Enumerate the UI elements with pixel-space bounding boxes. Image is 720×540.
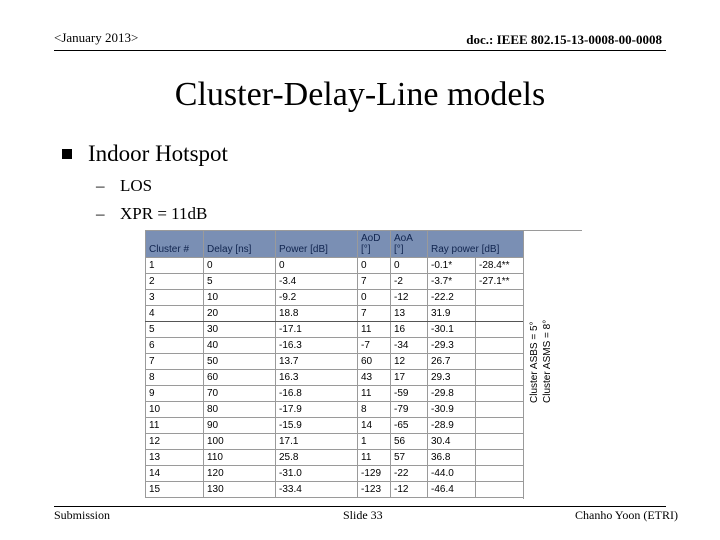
header-power: Power [dB]: [276, 231, 358, 258]
table-cell: [476, 370, 524, 386]
table-cell: 12: [146, 434, 204, 450]
table-row: [146, 402, 524, 418]
table-cell: 8: [146, 370, 204, 386]
table-cell: [476, 306, 524, 322]
table-cell: [476, 338, 524, 354]
table-cell: [476, 482, 524, 498]
table-cell: 60: [204, 370, 276, 386]
table-cell: 1: [358, 434, 391, 450]
table-cell: -123: [358, 482, 391, 498]
header-doc-id: doc.: IEEE 802.15-13-0008-00-0008: [466, 32, 662, 47]
table-cell: 16.3: [276, 370, 358, 386]
table-header-row: [146, 231, 524, 258]
table-cell: 11: [146, 418, 204, 434]
table-cell: 5: [204, 274, 276, 290]
table-cell: -46.4: [428, 482, 476, 498]
table-row: [146, 338, 524, 354]
table-cell: 11: [358, 322, 391, 338]
table-cell: 4: [146, 306, 204, 322]
cdl-table: [145, 230, 524, 498]
table-cell: 100: [204, 434, 276, 450]
table-cell: [476, 466, 524, 482]
table-cell: -31.0: [276, 466, 358, 482]
table-cell: 50: [204, 354, 276, 370]
table-cell: 11: [358, 450, 391, 466]
square-bullet-icon: [62, 149, 72, 159]
table-cell: 7: [146, 354, 204, 370]
table-cell: -28.4**: [476, 258, 524, 274]
cdl-table-image: [145, 230, 581, 498]
table-cell: 25.8: [276, 450, 358, 466]
table-cell: 13: [146, 450, 204, 466]
table-cell: [476, 354, 524, 370]
table-cell: 0: [391, 258, 428, 274]
table-cell: 17.1: [276, 434, 358, 450]
table-cell: 13.7: [276, 354, 358, 370]
table-cell: 10: [146, 402, 204, 418]
table-cell: 20: [204, 306, 276, 322]
table-row: [146, 354, 524, 370]
table-cell: -16.3: [276, 338, 358, 354]
table-cell: -3.7*: [428, 274, 476, 290]
table-cell: [476, 322, 524, 338]
footer-submission: Submission: [54, 508, 111, 522]
table-row: [146, 450, 524, 466]
table-cell: -12: [391, 290, 428, 306]
table-cell: -16.8: [276, 386, 358, 402]
footer-rule: [54, 506, 666, 507]
table-row: [146, 322, 524, 338]
sub-item-los: – LOS: [96, 176, 153, 195]
table-cell: 70: [204, 386, 276, 402]
table-cell: 7: [358, 274, 391, 290]
table-cell: 80: [204, 402, 276, 418]
table-cell: -44.0: [428, 466, 476, 482]
table-cell: -30.9: [428, 402, 476, 418]
header-aod: AoD [°]: [358, 231, 391, 258]
table-cell: [476, 290, 524, 306]
table-cell: -22.2: [428, 290, 476, 306]
table-cell: -27.1**: [476, 274, 524, 290]
header-delay: Delay [ns]: [204, 231, 276, 258]
header-ray-power: Ray power [dB]: [428, 231, 524, 258]
table-cell: -33.4: [276, 482, 358, 498]
table-cell: -17.1: [276, 322, 358, 338]
table-cell: -34: [391, 338, 428, 354]
header-cluster: Cluster #: [146, 231, 204, 258]
table-cell: -29.8: [428, 386, 476, 402]
table-cell: -79: [391, 402, 428, 418]
table-row: [146, 482, 524, 498]
table-cell: 9: [146, 386, 204, 402]
table-cell: [476, 418, 524, 434]
cluster-as-column: [523, 230, 582, 499]
sub-item-text: LOS: [120, 176, 153, 195]
table-cell: 36.8: [428, 450, 476, 466]
table-row: [146, 434, 524, 450]
table-cell: 0: [358, 258, 391, 274]
table-cell: 0: [204, 258, 276, 274]
cluster-as-ms-label: Cluster ASMS = 8°: [542, 319, 553, 403]
table-cell: 110: [204, 450, 276, 466]
table-cell: -3.4: [276, 274, 358, 290]
table-cell: -15.9: [276, 418, 358, 434]
table-cell: 26.7: [428, 354, 476, 370]
bullet-item: [62, 141, 228, 167]
table-cell: -129: [358, 466, 391, 482]
table-cell: 43: [358, 370, 391, 386]
table-cell: 18.8: [276, 306, 358, 322]
table-cell: 60: [358, 354, 391, 370]
table-cell: -7: [358, 338, 391, 354]
table-cell: 30: [204, 322, 276, 338]
table-cell: 14: [146, 466, 204, 482]
table-row: [146, 290, 524, 306]
header-aoa: AoA [°]: [391, 231, 428, 258]
footer-author: Chanho Yoon (ETRI): [574, 508, 678, 522]
table-cell: 13: [391, 306, 428, 322]
table-row: [146, 258, 524, 274]
table-cell: 29.3: [428, 370, 476, 386]
table-cell: -65: [391, 418, 428, 434]
table-cell: 57: [391, 450, 428, 466]
table-row: [146, 466, 524, 482]
table-cell: -17.9: [276, 402, 358, 418]
table-cell: 7: [358, 306, 391, 322]
slide-title: Cluster-Delay-Line models: [174, 76, 546, 113]
table-cell: 8: [358, 402, 391, 418]
table-cell: -2: [391, 274, 428, 290]
table-cell: 12: [391, 354, 428, 370]
table-cell: 90: [204, 418, 276, 434]
table-cell: 56: [391, 434, 428, 450]
table-cell: -9.2: [276, 290, 358, 306]
header-rule: [54, 50, 666, 51]
table-cell: 1: [146, 258, 204, 274]
table-row: [146, 274, 524, 290]
footer-slide-number: Slide 33: [343, 508, 383, 522]
table-cell: 0: [276, 258, 358, 274]
table-cell: -22: [391, 466, 428, 482]
table-row: [146, 370, 524, 386]
table-cell: -30.1: [428, 322, 476, 338]
sub-item-xpr: – XPR = 11dB: [96, 204, 208, 223]
table-cell: 15: [146, 482, 204, 498]
table-cell: 40: [204, 338, 276, 354]
table-cell: 6: [146, 338, 204, 354]
table-cell: -28.9: [428, 418, 476, 434]
table-cell: -59: [391, 386, 428, 402]
table-row: [146, 306, 524, 322]
table-cell: -12: [391, 482, 428, 498]
bullet-text: Indoor Hotspot: [88, 141, 228, 166]
table-row: [146, 418, 524, 434]
table-cell: 3: [146, 290, 204, 306]
table-cell: 16: [391, 322, 428, 338]
table-cell: 120: [204, 466, 276, 482]
table-cell: [476, 386, 524, 402]
table-cell: -0.1*: [428, 258, 476, 274]
table-cell: 31.9: [428, 306, 476, 322]
table-cell: 2: [146, 274, 204, 290]
table-cell: 130: [204, 482, 276, 498]
table-cell: [476, 402, 524, 418]
cluster-as-bs-label: Cluster ASBS = 5°: [529, 321, 540, 403]
table-row: [146, 386, 524, 402]
table-cell: 17: [391, 370, 428, 386]
table-cell: 5: [146, 322, 204, 338]
table-cell: 0: [358, 290, 391, 306]
table-cell: [476, 450, 524, 466]
table-cell: 30.4: [428, 434, 476, 450]
table-cell: -29.3: [428, 338, 476, 354]
table-cell: 10: [204, 290, 276, 306]
table-cell: 14: [358, 418, 391, 434]
table-cell: [476, 434, 524, 450]
sub-item-text: XPR = 11dB: [120, 204, 208, 223]
table-cell: 11: [358, 386, 391, 402]
header-date: <January 2013>: [54, 30, 139, 45]
